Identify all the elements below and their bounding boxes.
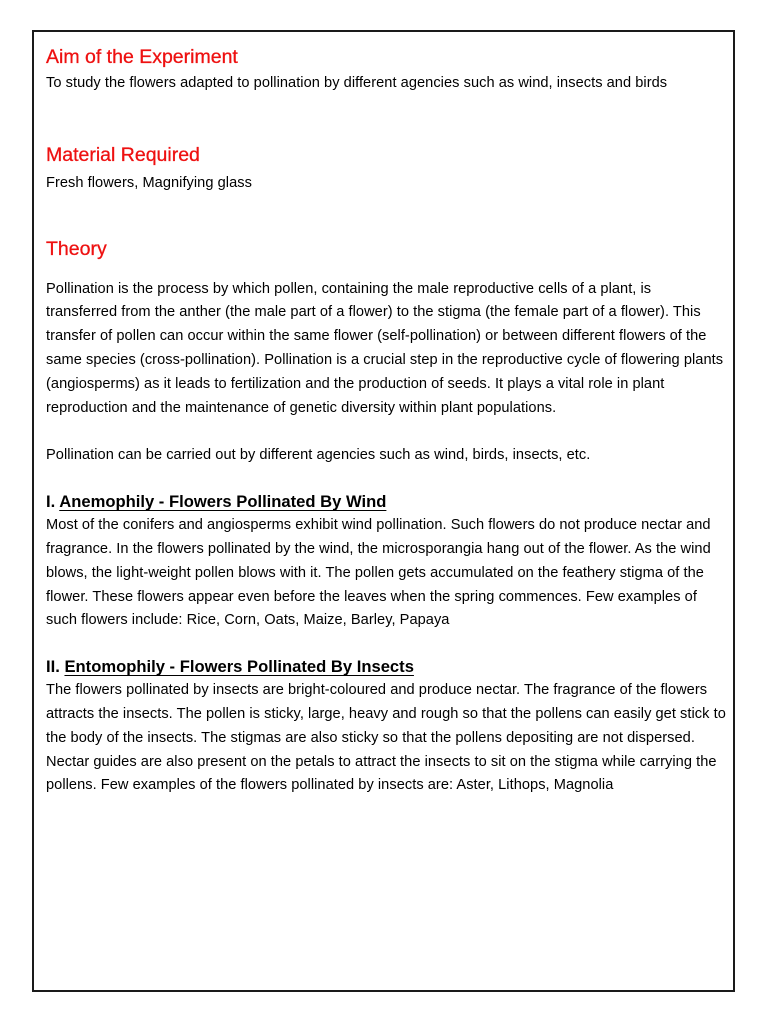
material-text: Fresh flowers, Magnifying glass bbox=[46, 174, 252, 191]
theory-paragraph-2: Pollination can be carried out by different agencies such as wind, birds, insects, etc. bbox=[46, 447, 591, 464]
anemophily-heading bbox=[46, 490, 726, 514]
anemophily-numeral: I. bbox=[46, 492, 56, 512]
aim-heading: Aim of the Experiment bbox=[46, 46, 238, 68]
entomophily-heading bbox=[46, 655, 726, 679]
document-content bbox=[46, 44, 726, 798]
theory-heading: Theory bbox=[46, 237, 107, 260]
theory-paragraph-1: Pollination is the process by which pollen, containing the male reproductive cells of a plant, is transferred from the anther (the male part of a flower) to the stigma (the female part of a flower). This transfer of pollen can occur within the same flower (self-pollination) or between different flowers of the same species (cross-pollination). Pollination is a crucial step in the reproductive cycle of flowering plants (angiosperms) as it leads to fertilization and the production of seeds. It plays a vital role in plant reproduction and the maintenance of genetic diversity within plant populations. bbox=[46, 280, 724, 416]
anemophily-title: Anemophily - Flowers Pollinated By Wind bbox=[59, 492, 387, 512]
entomophily-numeral: II. bbox=[46, 657, 60, 677]
entomophily-text: The flowers pollinated by insects are bright-coloured and produce nectar. The fragrance of the flowers attracts the insects. The pollen is sticky, large, heavy and rough so that the pollens can easily get stick to the body of the insects. The stigmas are also sticky so that the pollens depositing are not dispersed. Nectar guides are also present on the petals to attract the insects to sit on the stigma while carrying the pollens. Few examples of the flowers pollinated by insects are: Aster, Lithops, Magnolia bbox=[46, 682, 726, 794]
entomophily-title: Entomophily - Flowers Pollinated By Insects bbox=[64, 657, 414, 677]
material-heading: Material Required bbox=[46, 143, 200, 166]
anemophily-text: Most of the conifers and angiosperms exhibit wind pollination. Such flowers do not produce nectar and fragrance. In the flowers pollinated by the wind, the microsporangia hang out of the flower. As the wind blows, the light-weight pollen blows with it. The pollen gets accumulated on the feathery stigma of the flower. These flowers appear even before the leaves when the spring commences. Few examples of such flowers include: Rice, Corn, Oats, Maize, Barley, Papaya bbox=[46, 517, 711, 629]
aim-text: To study the flowers adapted to pollination by different agencies such as wind, insects and birds bbox=[46, 75, 668, 91]
